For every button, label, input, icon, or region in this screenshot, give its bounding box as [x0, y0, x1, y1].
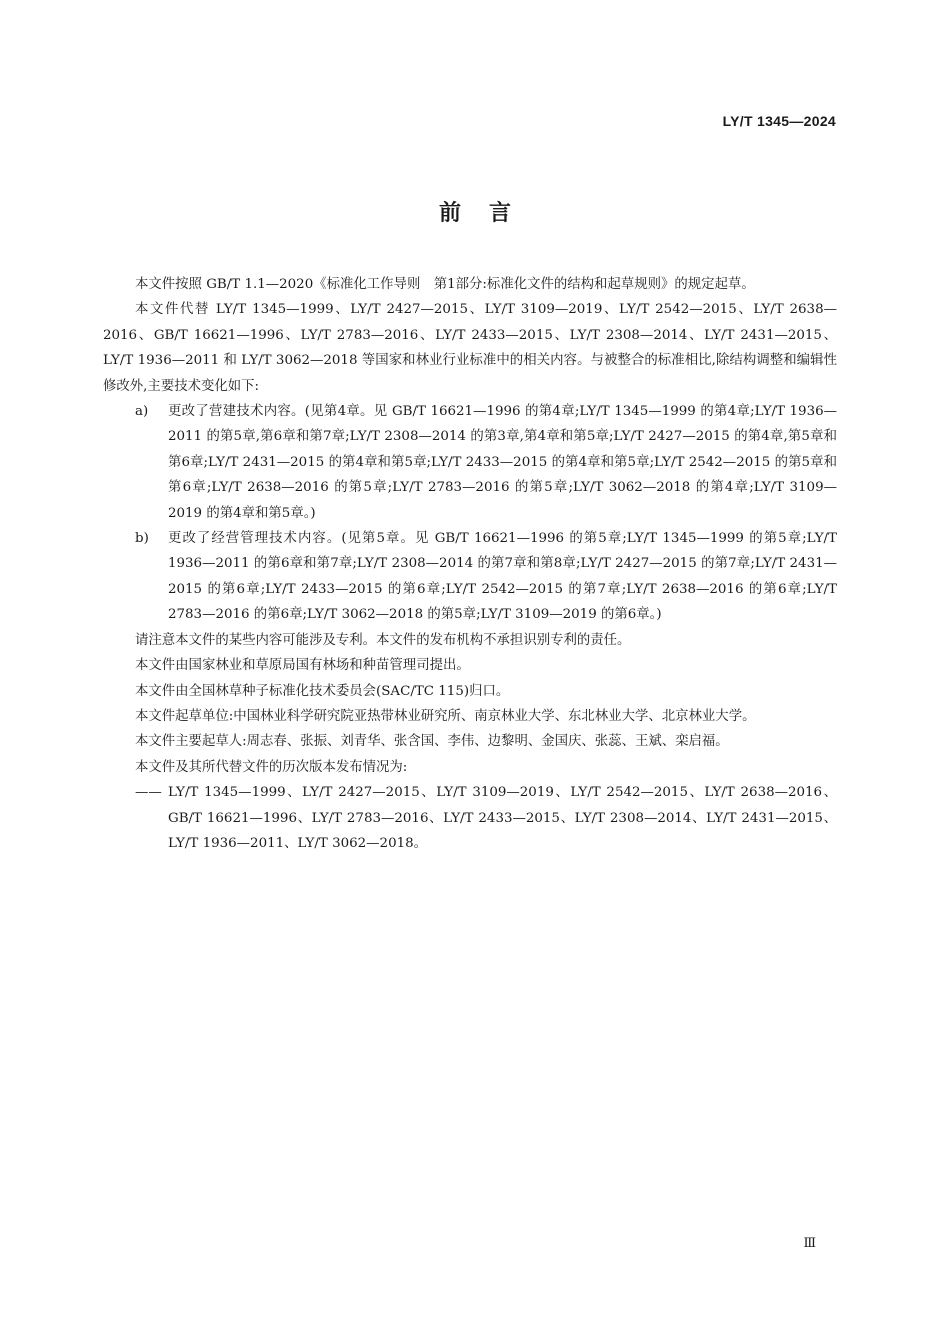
paragraph-drafters: 本文件主要起草人:周志春、张振、刘青华、张含国、李伟、边黎明、金国庆、张蕊、王斌、栾启福。 [135, 734, 729, 750]
list-item [103, 399, 837, 526]
paragraph-history-intro: 本文件及其所代替文件的历次版本发布情况为: [135, 759, 408, 775]
document-body [103, 272, 837, 856]
standard-code-header: LY/T 1345—2024 [722, 113, 836, 129]
list-marker: a) [135, 404, 149, 420]
paragraph-replaces: 本文件代替 LY/T 1345—1999、LY/T 2427—2015、LY/T 3109—2019、LY/T 2542—2015、LY/T 2638—2016、GB/T 16621—1996、LY/T 2783—2016、LY/T 2433—2015、LY/T 2308—2014、LY/T 2431—2015、LY/T 1936—2011 和 LY/T 3062—2018 等国家和林业行业标准中的相关内容。与被整合的标准相比,除结构调整和编辑性修改外,主要技术变化如下: [103, 302, 837, 394]
paragraph-drafting-rules: 本文件按照 GB/T 1.1—2020《标准化工作导则 第1部分:标准化文件的结构和起草规则》的规定起草。 [135, 277, 755, 292]
paragraph-drafting-units: 本文件起草单位:中国林业科学研究院亚热带林业研究所、南京林业大学、东北林业大学、北京林业大学。 [135, 708, 756, 724]
list-item-text: 更改了营建技术内容。(见第4章。见 GB/T 16621—1996 的第4章;LY/T 1345—1999 的第4章;LY/T 1936—2011 的第5章,第6章和第7章;LY/T 2308—2014 的第3章,第4章和第5章;LY/T 2427—2015 的第4章,第5章和第6章;LY/T 2431—2015 的第4章和第5章;LY/T 2433—2015 的第4章和第5章;LY/T 2542—2015 的第5章和第6章;LY/T 2638—2016 的第5章;LY/T 2783—2016 的第5章;LY/T 3062—2018 的第4章;LY/T 3109—2019 的第4章和第5章。) [168, 404, 837, 521]
paragraph-committee: 本文件由全国林草种子标准化技术委员会(SAC/TC 115)归口。 [135, 683, 510, 699]
history-text: LY/T 1345—1999、LY/T 2427—2015、LY/T 3109—2019、LY/T 2542—2015、LY/T 2638—2016、GB/T 16621—1996、LY/T 2783—2016、LY/T 2433—2015、LY/T 2308—2014、LY/T 2431—2015、LY/T 1936—2011、LY/T 3062—2018。 [168, 785, 837, 851]
page-number: Ⅲ [803, 1236, 816, 1251]
list-marker: b) [135, 531, 149, 547]
dash-marker: —— [135, 785, 162, 801]
list-item-text: 更改了经营管理技术内容。(见第5章。见 GB/T 16621—1996 的第5章;LY/T 1345—1999 的第5章;LY/T 1936—2011 的第6章和第7章;LY/T 2308—2014 的第7章和第8章;LY/T 2427—2015 的第7章;LY/T 2431—2015 的第6章;LY/T 2433—2015 的第6章;LY/T 2542—2015 的第7章;LY/T 2638—2016 的第6章;LY/T 2783—2016 的第6章;LY/T 3062—2018 的第5章;LY/T 3109—2019 的第6章。) [168, 531, 837, 623]
history-item [103, 780, 837, 856]
paragraph-proposer: 本文件由国家林业和草原局国有林场和种苗管理司提出。 [135, 658, 470, 674]
paragraph-patent-notice: 请注意本文件的某些内容可能涉及专利。本文件的发布机构不承担识别专利的责任。 [135, 632, 631, 648]
list-item [103, 526, 837, 628]
page-title: 前言 [438, 201, 539, 226]
